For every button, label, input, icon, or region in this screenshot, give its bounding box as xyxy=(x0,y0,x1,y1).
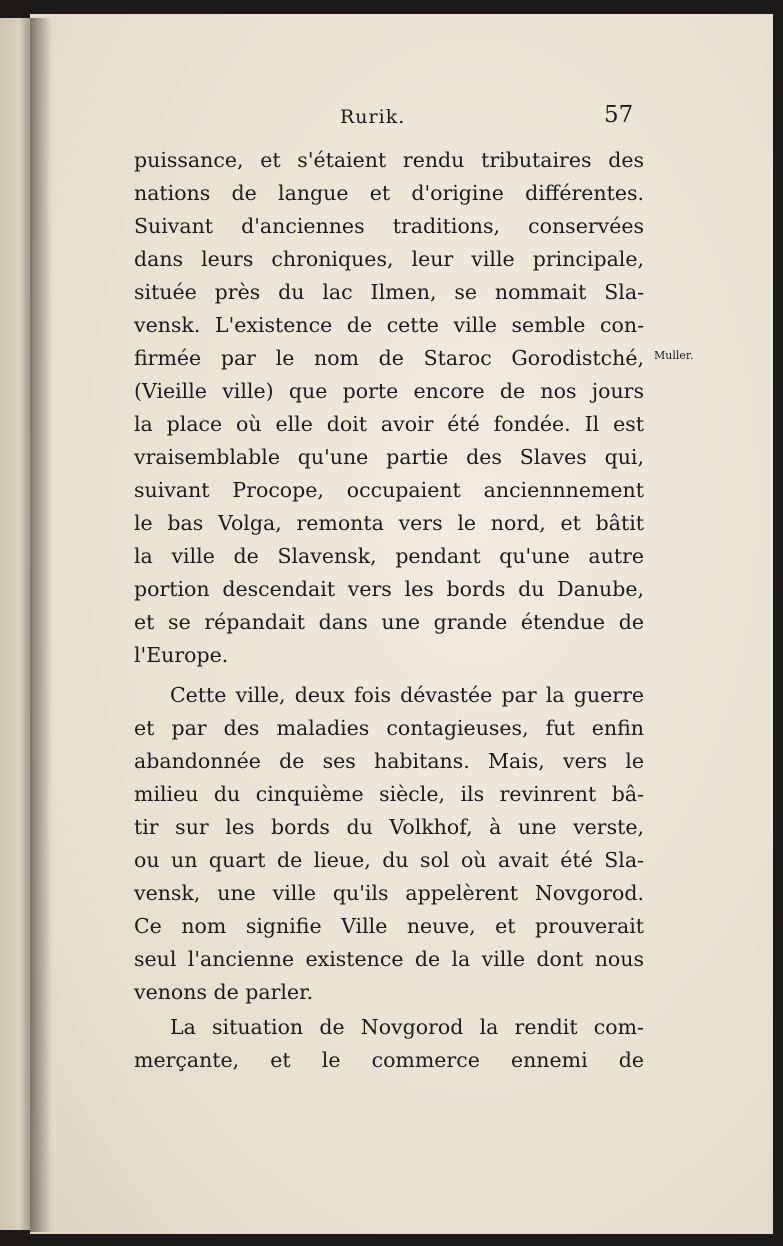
text-line: le bas Volga, remonta vers le nord, et bâtit xyxy=(134,511,644,535)
text-line: seul l'ancienne existence de la ville dont nous xyxy=(134,947,644,971)
text-line: Ce nom signifie Ville neuve, et prouverait xyxy=(134,914,644,938)
text-line: la ville de Slavensk, pendant qu'une autre xyxy=(134,544,644,568)
page-header xyxy=(30,102,773,142)
book-page xyxy=(30,14,773,1234)
text-line: ou un quart de lieue, du sol où avait été Sla- xyxy=(134,848,644,872)
text-line: La situation de Novgorod la rendit com- xyxy=(170,1015,644,1039)
text-line: nations de langue et d'origine différentes. xyxy=(134,181,644,205)
text-line: et par des maladies contagieuses, fut enfin xyxy=(134,716,644,740)
text-line: et se répandait dans une grande étendue de xyxy=(134,610,644,634)
text-line: suivant Procope, occupaient anciennnement xyxy=(134,478,644,502)
text-line: venons de parler. xyxy=(134,980,314,1004)
text-line: Cette ville, deux fois dévastée par la guerre xyxy=(170,683,644,707)
text-line: firmée par le nom de Staroc Gorodistché, xyxy=(134,346,644,370)
spine-shadow xyxy=(30,18,52,1232)
text-line: merçante, et le commerce ennemi de xyxy=(134,1048,644,1072)
text-line: vensk. L'existence de cette ville semble con- xyxy=(134,313,644,337)
text-line: portion descendait vers les bords du Danube, xyxy=(134,577,644,601)
text-line: située près du lac Ilmen, se nommait Sla- xyxy=(134,280,644,304)
text-line: dans leurs chroniques, leur ville principale, xyxy=(134,247,644,271)
text-line: la place où elle doit avoir été fondée. Il est xyxy=(134,412,644,436)
margin-note: Muller. xyxy=(654,349,694,362)
text-line: l'Europe. xyxy=(134,643,229,667)
page-number: 57 xyxy=(604,102,634,128)
facing-page-edge xyxy=(0,18,32,1230)
running-title: Rurik. xyxy=(340,106,406,128)
text-line: abandonnée de ses habitans. Mais, vers le xyxy=(134,749,644,773)
text-line: Suivant d'anciennes traditions, conservées xyxy=(134,214,644,238)
text-line: vraisemblable qu'une partie des Slaves qui, xyxy=(134,445,644,469)
text-line: (Vieille ville) que porte encore de nos jours xyxy=(134,379,644,403)
text-line: puissance, et s'étaient rendu tributaires des xyxy=(134,148,644,172)
text-line: vensk, une ville qu'ils appelèrent Novgorod. xyxy=(134,881,644,905)
text-line: milieu du cinquième siècle, ils revinrent bâ- xyxy=(134,782,644,806)
text-line: tir sur les bords du Volkhof, à une verste, xyxy=(134,815,644,839)
